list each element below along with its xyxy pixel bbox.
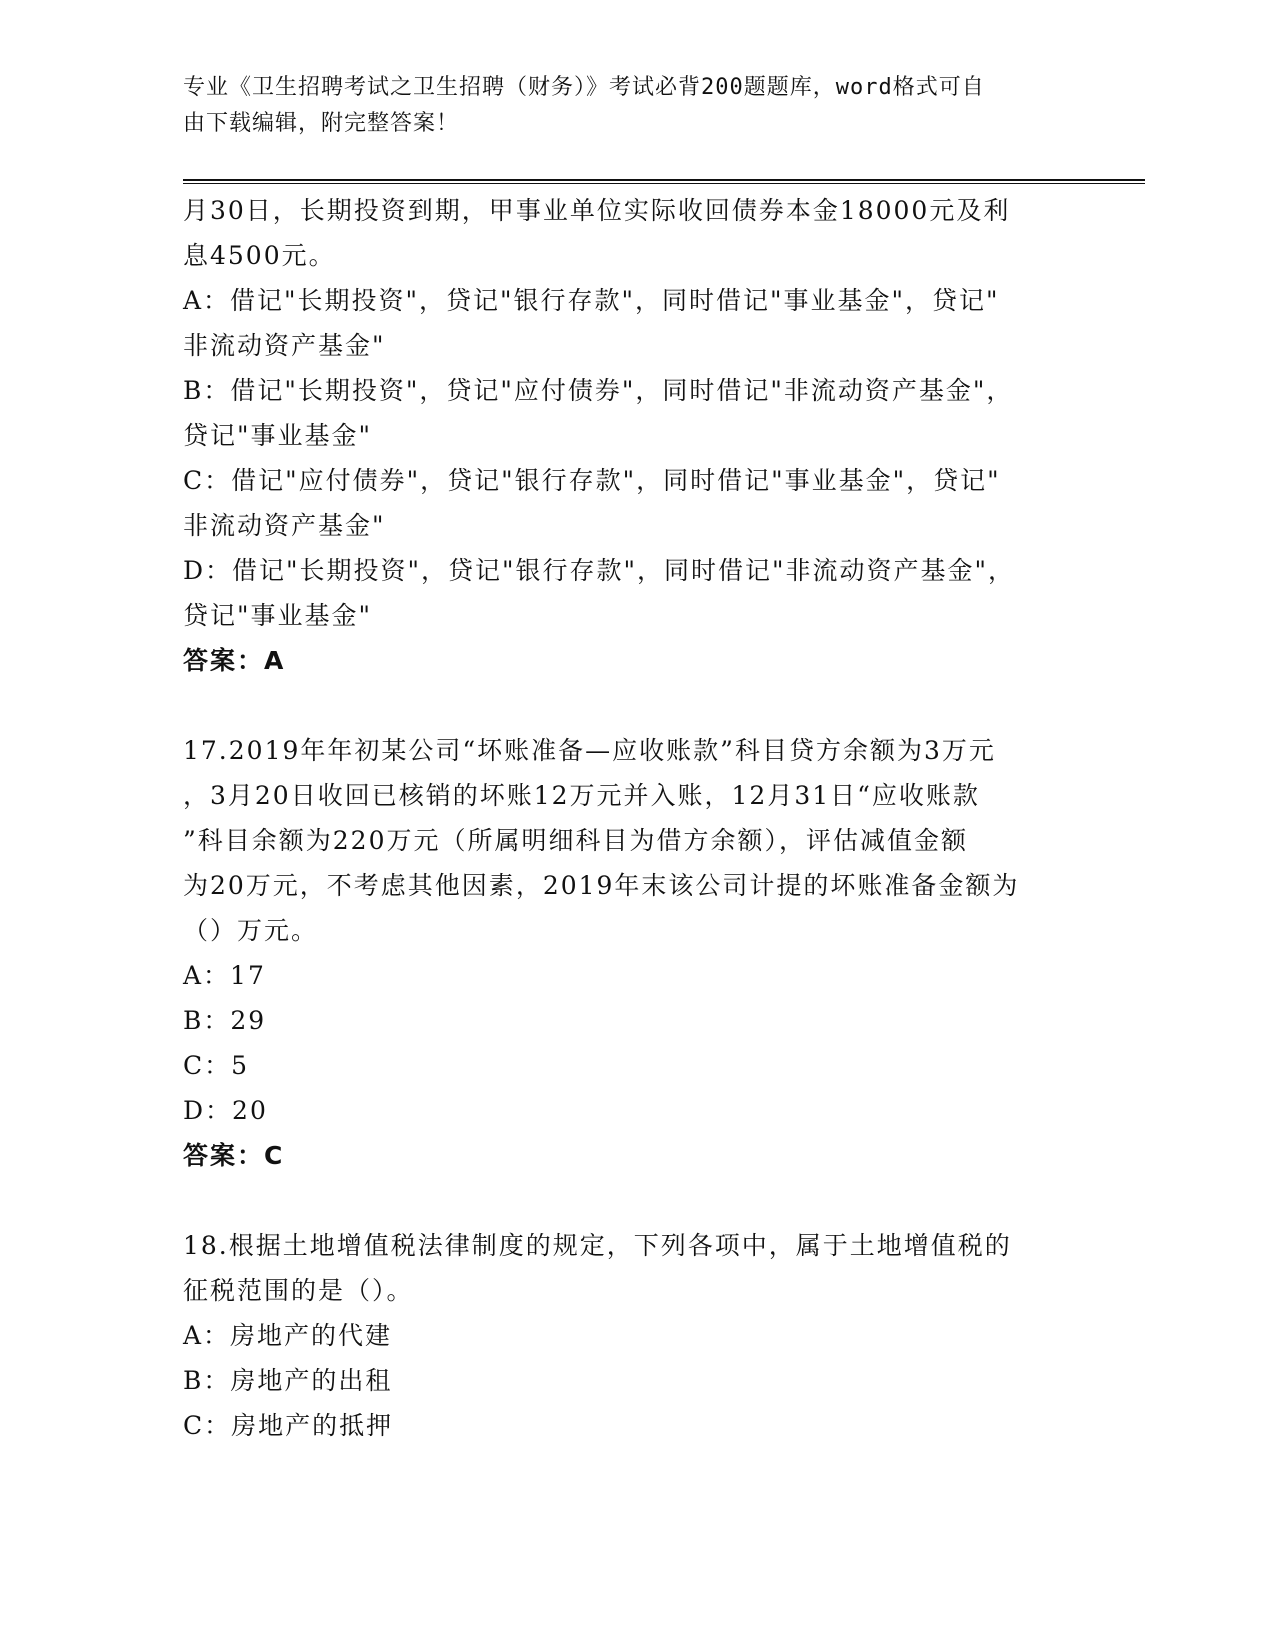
option-a: A：房地产的代建 [183, 1321, 393, 1350]
question-stem-line: 18.根据土地增值税法律制度的规定，下列各项中，属于土地增值税的 [183, 1231, 1012, 1260]
question-stem-line: 月30日，长期投资到期，甲事业单位实际收回债券本金18000元及利 [183, 196, 1011, 225]
option-c-cont: 非流动资产基金" [183, 511, 386, 540]
question-16 [183, 188, 1083, 683]
option-a: A：借记"长期投资"，贷记"银行存款"，同时借记"事业基金"，贷记" [183, 286, 1000, 315]
option-c: C：5 [183, 1051, 250, 1080]
question-stem-line: 17.2019年年初某公司“坏账准备—应收账款”科目贷方余额为3万元 [183, 736, 996, 765]
option-d: D：20 [183, 1096, 268, 1125]
option-b: B：房地产的出租 [183, 1366, 393, 1395]
option-b-cont: 贷记"事业基金" [183, 421, 372, 450]
option-b: B：借记"长期投资"，贷记"应付债券"，同时借记"非流动资产基金"， [183, 376, 1014, 405]
header-line-1: 专业《卫生招聘考试之卫生招聘（财务）》考试必背200题题库，word格式可自 [183, 75, 985, 100]
option-d: D：借记"长期投资"，贷记"银行存款"，同时借记"非流动资产基金"， [183, 556, 1016, 585]
answer-label: 答案：C [183, 1141, 285, 1170]
question-stem-line: ，3月20日收回已核销的坏账12万元并入账，12月31日“应收账款 [183, 781, 980, 810]
header-line-2: 由下载编辑，附完整答案！ [183, 111, 460, 136]
question-stem-line: （）万元。 [183, 916, 319, 945]
document-header [183, 70, 1063, 142]
question-stem-line: 息4500元。 [183, 241, 336, 270]
question-18 [183, 1223, 1083, 1448]
option-c: C：房地产的抵押 [183, 1411, 394, 1440]
question-stem-line: ”科目余额为220万元（所属明细科目为借方余额），评估减值金额 [183, 826, 969, 855]
option-d-cont: 贷记"事业基金" [183, 601, 372, 630]
option-b: B：29 [183, 1006, 267, 1035]
question-stem-line: 为20万元，不考虑其他因素，2019年末该公司计提的坏账准备金额为 [183, 871, 1020, 900]
answer-label: 答案：A [183, 646, 286, 675]
header-divider-thin [183, 183, 1145, 184]
option-a-cont: 非流动资产基金" [183, 331, 386, 360]
question-17 [183, 728, 1083, 1178]
option-c: C：借记"应付债券"，贷记"银行存款"，同时借记"事业基金"，贷记" [183, 466, 1001, 495]
option-a: A：17 [183, 961, 266, 990]
header-divider [183, 179, 1145, 181]
document-body [183, 188, 1083, 1448]
question-stem-line: 征税范围的是（）。 [183, 1276, 414, 1305]
